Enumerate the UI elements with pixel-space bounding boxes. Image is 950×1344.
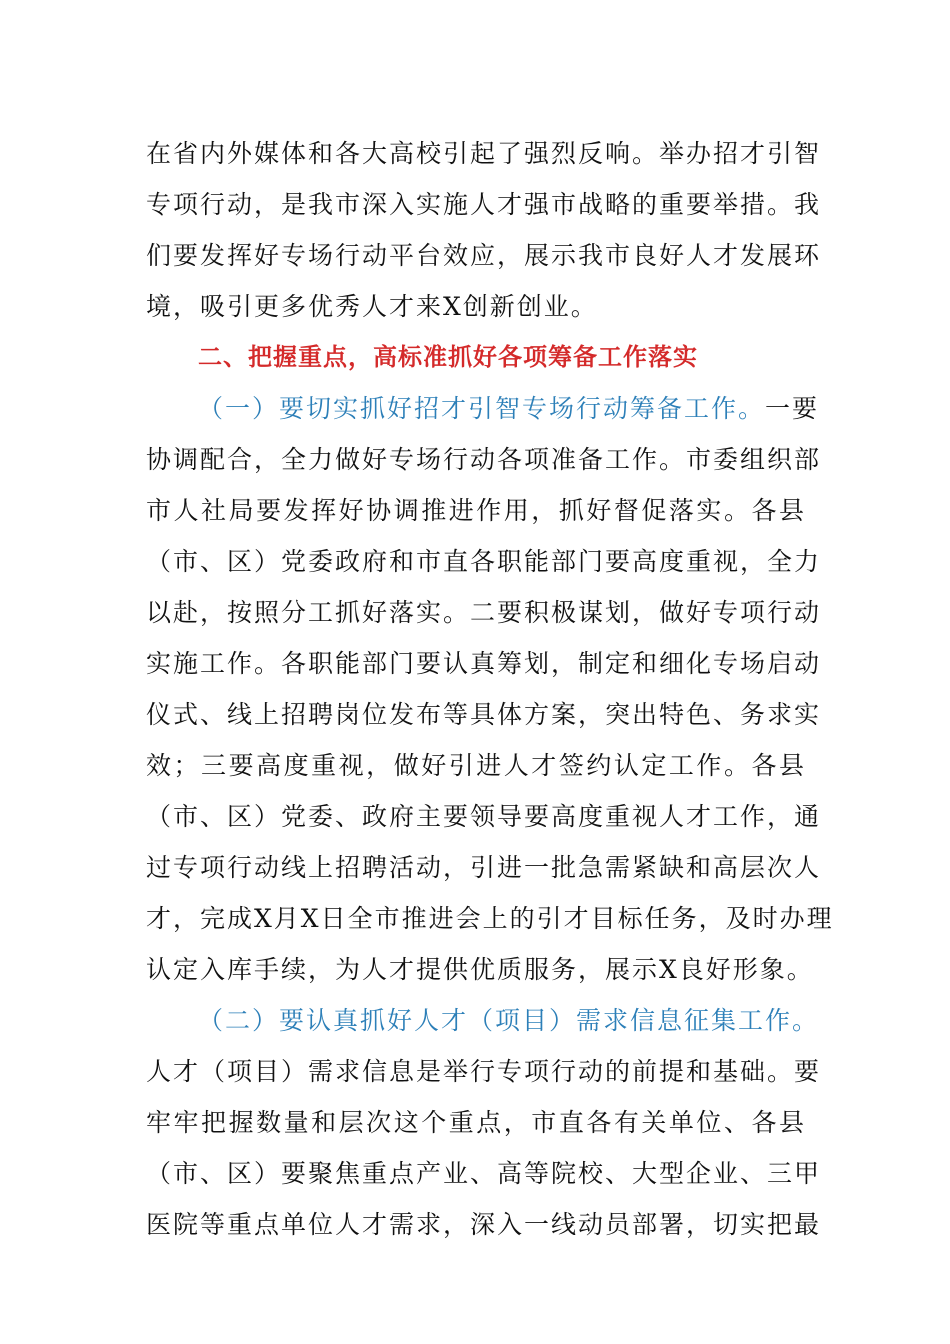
subsection-1 [146, 383, 834, 995]
text-line: 过专项行动线上招聘活动，引进一批急需紧缺和高层次人 [146, 853, 822, 882]
text-line: 协调配合，全力做好专场行动各项准备工作。市委组织部 [146, 445, 822, 474]
paragraph-1 [146, 128, 822, 332]
section-heading: 二、把握重点，高标准抓好各项筹备工作落实 [198, 343, 698, 371]
text-line: 才，完成X月X日全市推进会上的引才目标任务，及时办理 [146, 904, 834, 933]
text-line: 牢牢把握数量和层次这个重点，市直各有关单位、各县 [146, 1108, 806, 1137]
text-line: 效；三要高度重视，做好引进人才签约认定工作。各县 [146, 751, 806, 780]
text-line: （市、区）党委政府和市直各职能部门要高度重视，全力 [146, 547, 822, 576]
subsection-1-title-rest: 一要 [765, 394, 820, 423]
text-line: 认定入库手续，为人才提供优质服务，展示X良好形象。 [146, 955, 814, 984]
text-line: 仪式、线上招聘岗位发布等具体方案，突出特色、务求实 [146, 700, 822, 729]
subsection-2 [146, 995, 822, 1250]
subsection-2-title: （二）要认真抓好人才（项目）需求信息征集工作。 [198, 1006, 820, 1035]
subsection-1-first-line [146, 383, 820, 434]
text-line: 以赴，按照分工抓好落实。二要积极谋划，做好专项行动 [146, 598, 822, 627]
text-line: 实施工作。各职能部门要认真筹划，制定和细化专场启动 [146, 649, 822, 678]
text-line: 人才（项目）需求信息是举行专项行动的前提和基础。要 [146, 1057, 822, 1086]
text-line: 境，吸引更多优秀人才来X创新创业。 [146, 292, 598, 321]
text-line: （市、区）要聚焦重点产业、高等院校、大型企业、三甲 [146, 1159, 822, 1188]
text-line: 医院等重点单位人才需求，深入一线动员部署，切实把最 [146, 1210, 822, 1239]
text-line: 们要发挥好专场行动平台效应，展示我市良好人才发展环 [146, 241, 822, 270]
text-line: 专项行动，是我市深入实施人才强市战略的重要举措。我 [146, 190, 822, 219]
text-line: 在省内外媒体和各大高校引起了强烈反响。举办招才引智 [146, 139, 822, 168]
text-line: 市人社局要发挥好协调推进作用，抓好督促落实。各县 [146, 496, 806, 525]
text-line: （市、区）党委、政府主要领导要高度重视人才工作，通 [146, 802, 822, 831]
document-body [146, 128, 834, 1250]
subsection-1-title: （一）要切实抓好招才引智专场行动筹备工作。 [198, 394, 766, 423]
